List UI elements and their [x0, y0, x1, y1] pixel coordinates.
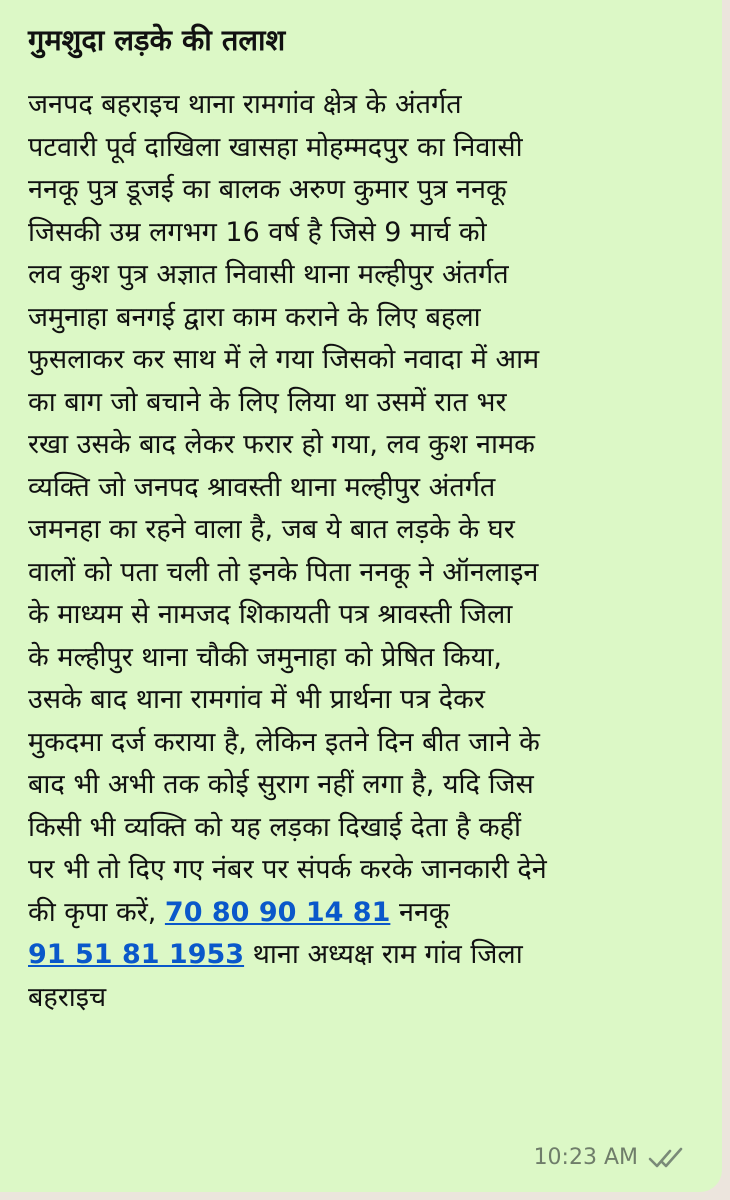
- message-line: ननकू पुत्र डूजई का बालक अरुण कुमार पुत्र ननकू: [28, 174, 507, 205]
- line-text: की कृपा करें,: [28, 896, 165, 928]
- message-line: जनपद बहराइच थाना रामगांव क्षेत्र के अंतर्गत: [28, 89, 462, 120]
- message-line: उसके बाद थाना रामगांव में भी प्रार्थना पत्र देकर: [28, 684, 485, 715]
- message-line: पर भी तो दिए गए नंबर पर संपर्क करके जानकारी देने: [28, 854, 547, 885]
- message-line: बाद भी अभी तक कोई सुराग नहीं लगा है, यदि जिस: [28, 769, 534, 800]
- message-meta: [534, 1145, 684, 1170]
- phone-link-1[interactable]: 70 80 90 14 81: [164, 896, 391, 928]
- message-line: के माध्यम से नामजद शिकायती पत्र श्रावस्ती जिला: [28, 599, 513, 630]
- message-line: के मल्हीपुर थाना चौकी जमुनाहा को प्रेषित किया,: [28, 641, 502, 673]
- message-line: रखा उसके बाद लेकर फरार हो गया, लव कुश नामक: [28, 429, 535, 460]
- message-title: गुमशुदा लड़के की तलाश: [28, 23, 286, 57]
- phone-link-2[interactable]: 91 51 81 1953: [28, 939, 245, 970]
- message-body: [28, 84, 700, 1019]
- message-line: जिसकी उम्र लगभग 16 वर्ष है जिसे 9 मार्च को: [28, 216, 487, 248]
- line-text: थाना अध्यक्ष राम गांव जिला: [244, 939, 523, 970]
- message-line: व्यक्ति जो जनपद श्रावस्ती थाना मल्हीपुर अंतर्गत: [28, 471, 496, 503]
- message-line-with-phone: [28, 934, 700, 977]
- message-line: पटवारी पूर्व दाखिला खासहा मोहम्मदपुर का निवासी: [28, 131, 523, 163]
- message-time: 10:23 AM: [533, 1145, 638, 1170]
- message-line: का बाग जो बचाने के लिए लिया था उसमें रात भर: [28, 386, 507, 418]
- message-line: जमुनाहा बनगई द्वारा काम कराने के लिए बहला: [28, 301, 481, 333]
- message-line: मुकदमा दर्ज कराया है, लेकिन इतने दिन बीत जाने के: [28, 726, 540, 758]
- message-line-with-phone: [28, 892, 700, 935]
- message-line: फुसलाकर कर साथ में ले गया जिसको नवादा में आम: [28, 344, 540, 375]
- double-check-icon: [648, 1147, 684, 1169]
- message-line: किसी भी व्यक्ति को यह लड़का दिखाई देता है कहीं: [28, 811, 521, 843]
- message-line: जमनहा का रहने वाला है, जब ये बात लड़के के घर: [28, 514, 515, 545]
- message-line: लव कुश पुत्र अज्ञात निवासी थाना मल्हीपुर अंतर्गत: [28, 259, 509, 290]
- message-line: वालों को पता चली तो इनके पिता ननकू ने ऑनलाइन: [28, 556, 539, 588]
- line-text: ननकू: [390, 896, 450, 928]
- message-line: बहराइच: [28, 981, 107, 1013]
